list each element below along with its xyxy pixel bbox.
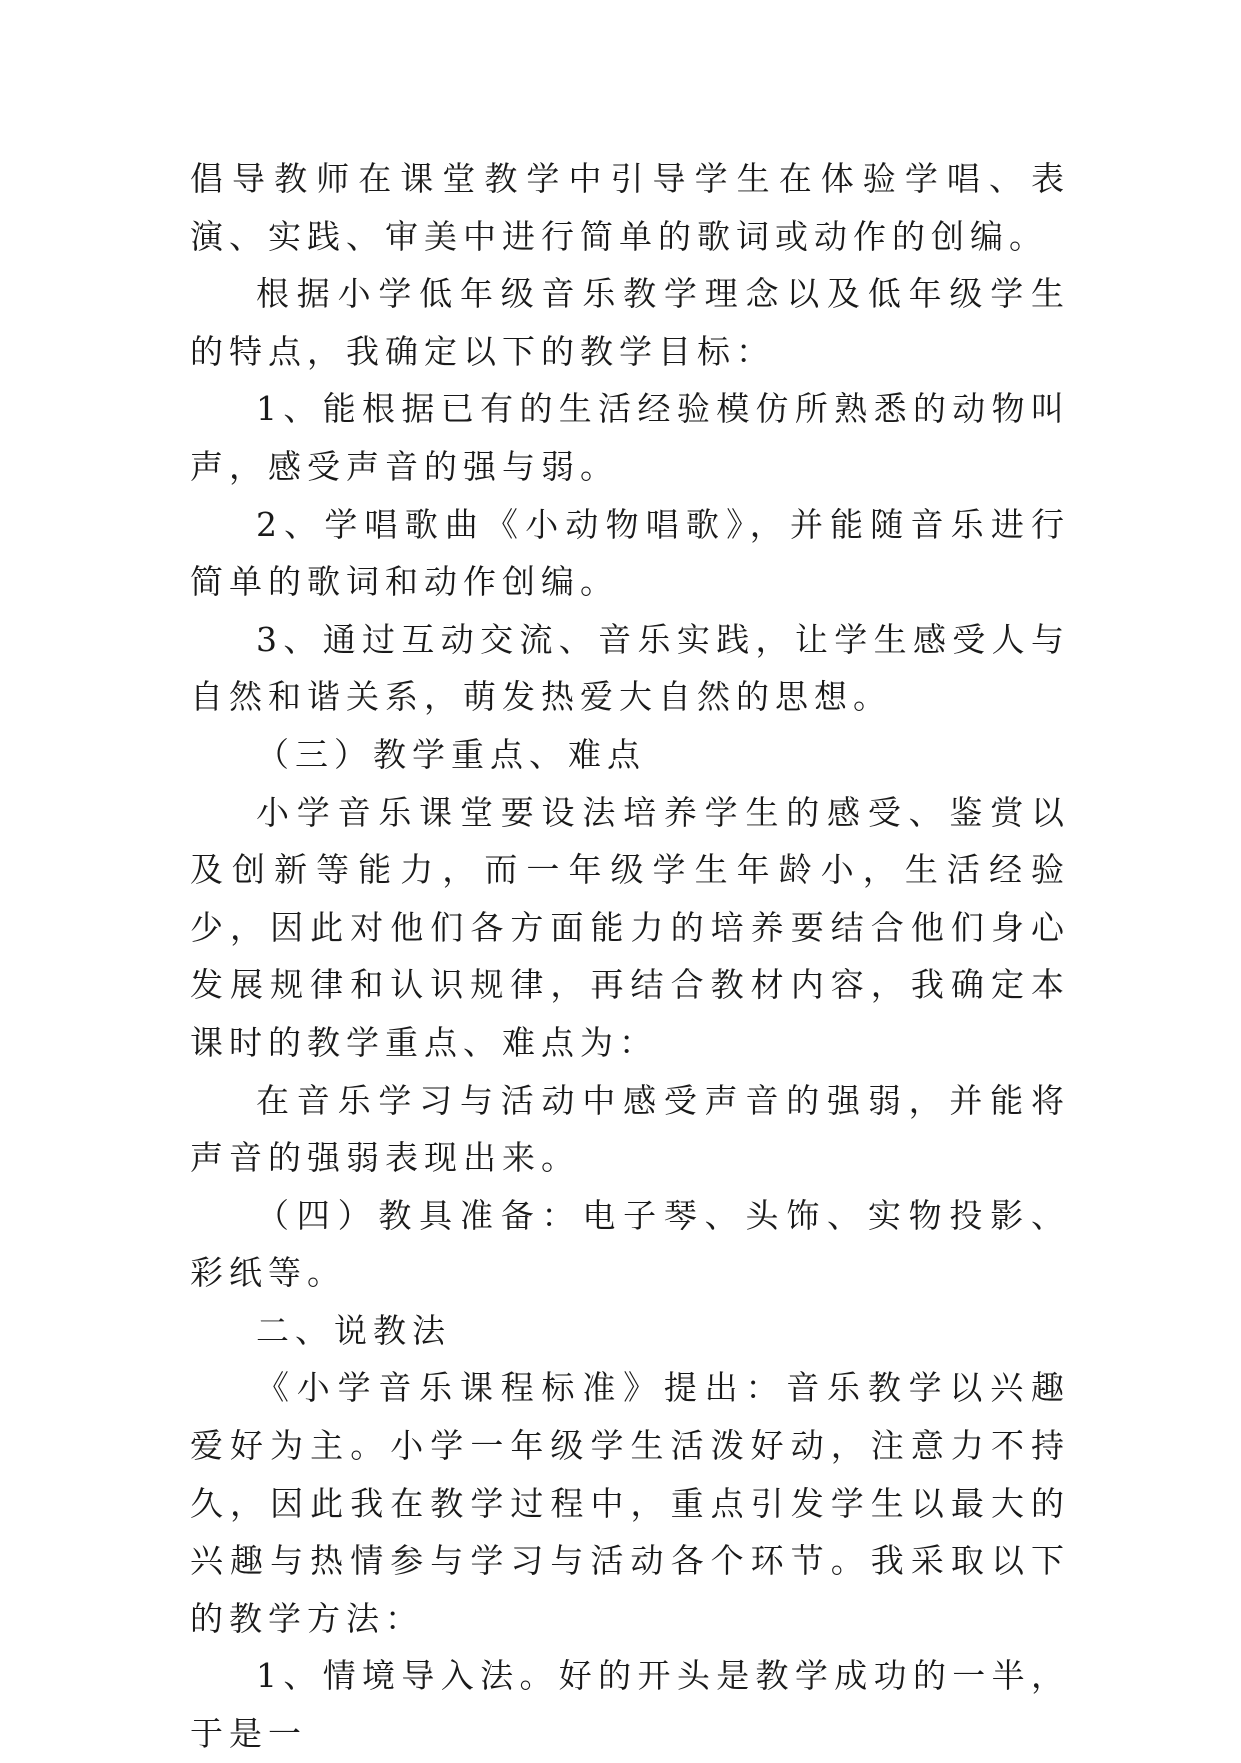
paragraph-method-1: 1、情境导入法。好的开头是教学成功的一半，于是一 [190,1656,1070,1754]
paragraph-teaching-methods-body: 《小学音乐课程标准》提出：音乐教学以兴趣爱好为主。小学一年级学生活泼好动，注意力不持久，因此我在教学过程中，重点引发学生以最大的兴趣与热情参与学习与活动各个环节。我采取以下的教学方法： [190,1368,1070,1638]
paragraph-goal-2: 2、学唱歌曲《小动物唱歌》，并能随音乐进行简单的歌词和动作创编。 [190,504,1070,602]
paragraph-intro-continuation: 倡导教师在课堂教学中引导学生在体验学唱、表演、实践、审美中进行简单的歌词或动作的创编。 [190,159,1070,256]
paragraph-teaching-goals-intro: 根据小学低年级音乐教学理念以及低年级学生的特点，我确定以下的教学目标： [190,274,1070,371]
document-page [190,150,1070,1763]
paragraph-key-points-body: 小学音乐课堂要设法培养学生的感受、鉴赏以及创新等能力，而一年级学生年龄小，生活经验少，因此对他们各方面能力的培养要结合他们身心发展规律和认识规律，再结合教材内容，我确定本课时的教学重点、难点为： [190,792,1070,1062]
section-heading-materials: （四）教具准备：电子琴、头饰、实物投影、彩纸等。 [190,1195,1070,1293]
section-heading-key-points: （三）教学重点、难点 [256,734,646,774]
paragraph-goal-3: 3、通过互动交流、音乐实践，让学生感受人与自然和谐关系，萌发热爱大自然的思想。 [190,619,1070,717]
paragraph-goal-1: 1、能根据已有的生活经验模仿所熟悉的动物叫声，感受声音的强与弱。 [190,389,1070,486]
paragraph-key-points-summary: 在音乐学习与活动中感受声音的强弱，并能将声音的强弱表现出来。 [190,1080,1070,1178]
section-heading-teaching-methods: 二、说教法 [256,1310,451,1350]
